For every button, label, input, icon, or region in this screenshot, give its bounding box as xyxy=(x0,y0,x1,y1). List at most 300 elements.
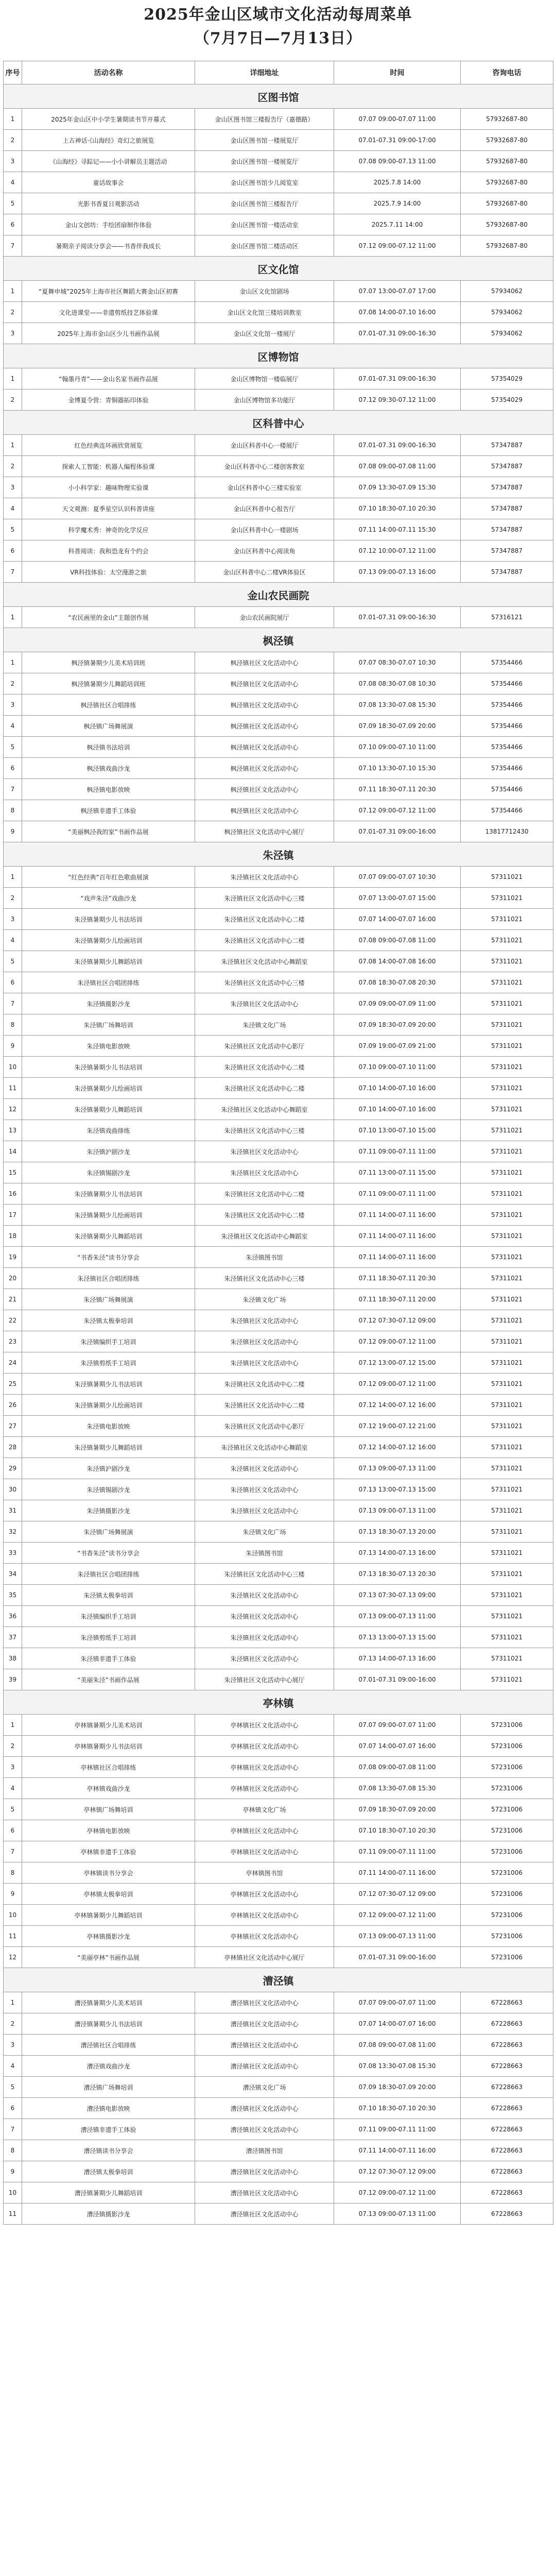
cell-activity-name: 朱泾镇社区合唱团排练 xyxy=(22,1564,195,1585)
cell-address: 金山区博物馆一楼临展厅 xyxy=(195,368,334,389)
cell-phone: 67228663 xyxy=(461,2013,553,2035)
cell-activity-name: 朱泾镇暑期少儿舞蹈培训 xyxy=(22,1226,195,1247)
cell-activity-name: 朱泾镇暑期少儿绘画培训 xyxy=(22,930,195,951)
cell-activity-name: 枫泾镇电影放映 xyxy=(22,779,195,800)
cell-activity-name: 枫泾镇暑期少儿美术培训班 xyxy=(22,652,195,673)
cell-time: 07.13 09:00-07.13 11:00 xyxy=(334,1500,461,1521)
cell-activity-name: 朱泾镇暑期少儿绘画培训 xyxy=(22,1395,195,1416)
cell-no: 7 xyxy=(4,779,22,800)
table-row xyxy=(4,1141,553,1162)
cell-no: 1 xyxy=(4,435,22,456)
cell-phone: 57311021 xyxy=(461,1226,553,1247)
table-row xyxy=(4,1352,553,1374)
cell-no: 28 xyxy=(4,1437,22,1458)
activity-table xyxy=(3,61,553,2225)
cell-activity-name: 枫泾镇社区合唱排练 xyxy=(22,694,195,716)
cell-address: 亭林镇社区文化活动中心 xyxy=(195,1905,334,1926)
cell-phone: 57311021 xyxy=(461,1521,553,1543)
table-row xyxy=(4,1374,553,1395)
cell-time: 07.11 09:00-07.11 11:00 xyxy=(334,1141,461,1162)
cell-phone: 57311021 xyxy=(461,1120,553,1141)
table-row xyxy=(4,281,553,302)
section-title: 朱泾镇 xyxy=(4,842,553,867)
cell-activity-name: 2025年金山区中小学生暑期读书节开幕式 xyxy=(22,109,195,130)
cell-phone: 57311021 xyxy=(461,1205,553,1226)
table-row xyxy=(4,1289,553,1310)
cell-address: 亭林镇社区文化活动中心 xyxy=(195,1841,334,1862)
page-title: 2025年金山区域市文化活动每周菜单 xyxy=(144,6,412,24)
table-row xyxy=(4,867,553,888)
cell-time: 07.09 18:30-07.09 20:00 xyxy=(334,1799,461,1820)
cell-time: 07.10 18:30-07.10 20:30 xyxy=(334,2098,461,2119)
cell-time: 07.12 09:00-07.12 11:00 xyxy=(334,235,461,257)
cell-no: 1 xyxy=(4,1992,22,2013)
cell-no: 2 xyxy=(4,389,22,411)
cell-time: 07.11 13:00-07.11 15:00 xyxy=(334,1162,461,1183)
cell-address: 朱泾镇社区文化活动中心三楼 xyxy=(195,1268,334,1289)
cell-no: 26 xyxy=(4,1395,22,1416)
cell-phone: 57311021 xyxy=(461,1057,553,1078)
cell-time: 07.08 09:00-07.08 11:00 xyxy=(334,930,461,951)
cell-time: 07.09 19:00-07.09 21:00 xyxy=(334,1036,461,1057)
cell-time: 07.07 14:00-07.07 16:00 xyxy=(334,2013,461,2035)
cell-no: 4 xyxy=(4,498,22,519)
table-body xyxy=(4,84,553,2225)
cell-address: 朱泾镇社区文化活动中心 xyxy=(195,1500,334,1521)
cell-time: 07.01-07.31 09:00-16:30 xyxy=(334,435,461,456)
cell-activity-name: 漕泾镇摄影沙龙 xyxy=(22,2204,195,2225)
cell-phone: 57311021 xyxy=(461,1627,553,1648)
cell-address: 朱泾镇社区文化活动中心舞蹈室 xyxy=(195,1226,334,1247)
table-row xyxy=(4,1458,553,1479)
cell-activity-name: 亭林镇戏曲沙龙 xyxy=(22,1778,195,1799)
cell-address: 朱泾镇社区文化活动中心舞蹈室 xyxy=(195,951,334,972)
cell-activity-name: 漕泾镇非遗手工体验 xyxy=(22,2119,195,2140)
cell-activity-name: 小小科学家：趣味物理实验课 xyxy=(22,477,195,498)
cell-address: 枫泾镇社区文化活动中心展厅 xyxy=(195,821,334,842)
cell-address: 朱泾镇社区文化活动中心二楼 xyxy=(195,909,334,930)
cell-time: 07.11 14:00-07.11 16:00 xyxy=(334,1862,461,1884)
cell-no: 7 xyxy=(4,1841,22,1862)
cell-no: 5 xyxy=(4,2077,22,2098)
cell-time: 07.10 14:00-07.10 16:00 xyxy=(334,1078,461,1099)
cell-phone: 57311021 xyxy=(461,1479,553,1500)
cell-address: 漕泾镇社区文化活动中心 xyxy=(195,2119,334,2140)
cell-no: 2 xyxy=(4,888,22,909)
cell-time: 07.11 18:30-07.11 20:00 xyxy=(334,1289,461,1310)
cell-activity-name: 朱泾镇沪剧沙龙 xyxy=(22,1458,195,1479)
title-block xyxy=(0,3,556,61)
section-title: 区博物馆 xyxy=(4,344,553,368)
table-row xyxy=(4,607,553,628)
cell-phone: 57311021 xyxy=(461,867,553,888)
cell-address: 金山区图书馆一楼展览厅 xyxy=(195,130,334,151)
table-row xyxy=(4,1183,553,1205)
cell-phone: 57311021 xyxy=(461,888,553,909)
cell-activity-name: 朱泾镇电影放映 xyxy=(22,1416,195,1437)
table-row xyxy=(4,1226,553,1247)
cell-activity-name: 朱泾镇太极拳培训 xyxy=(22,1585,195,1606)
table-row xyxy=(4,1992,553,2013)
cell-phone: 57231006 xyxy=(461,1715,553,1736)
cell-address: 朱泾镇社区文化活动中心二楼 xyxy=(195,1057,334,1078)
table-row xyxy=(4,1268,553,1289)
cell-phone: 67228663 xyxy=(461,2077,553,2098)
header-address: 详细地址 xyxy=(195,61,334,84)
cell-address: 漕泾镇社区文化活动中心 xyxy=(195,2161,334,2182)
cell-no: 21 xyxy=(4,1289,22,1310)
cell-time: 07.01-07.31 09:00-16:30 xyxy=(334,607,461,628)
table-row xyxy=(4,1669,553,1690)
table-row xyxy=(4,951,553,972)
cell-no: 25 xyxy=(4,1374,22,1395)
cell-no: 24 xyxy=(4,1352,22,1374)
cell-phone: 57231006 xyxy=(461,1820,553,1841)
cell-no: 27 xyxy=(4,1416,22,1437)
table-header-row xyxy=(4,61,553,84)
cell-time: 07.07 09:00-07.07 11:00 xyxy=(334,1715,461,1736)
cell-phone: 57311021 xyxy=(461,1162,553,1183)
cell-address: 朱泾镇社区文化活动中心 xyxy=(195,1141,334,1162)
cell-time: 07.12 09:00-07.12 11:00 xyxy=(334,1905,461,1926)
table-row xyxy=(4,1841,553,1862)
cell-phone: 67228663 xyxy=(461,2161,553,2182)
cell-no: 1 xyxy=(4,109,22,130)
cell-phone: 57311021 xyxy=(461,972,553,993)
cell-phone: 57311021 xyxy=(461,1564,553,1585)
cell-address: 朱泾镇社区文化活动中心三楼 xyxy=(195,972,334,993)
cell-no: 8 xyxy=(4,1014,22,1036)
table-row xyxy=(4,1205,553,1226)
header-no: 序号 xyxy=(4,61,22,84)
cell-time: 07.01-07.31 09:00-16:00 xyxy=(334,1669,461,1690)
cell-time: 07.11 09:00-07.11 11:00 xyxy=(334,1183,461,1205)
cell-time: 07.12 09:00-07.12 11:00 xyxy=(334,2182,461,2204)
cell-address: 朱泾镇社区文化活动中心二楼 xyxy=(195,1205,334,1226)
cell-time: 07.13 14:00-07.13 16:00 xyxy=(334,1543,461,1564)
cell-time: 07.12 07:30-07.12 09:00 xyxy=(334,1884,461,1905)
cell-activity-name: 朱泾镇暑期少儿舞蹈培训 xyxy=(22,1437,195,1458)
table-row xyxy=(4,109,553,130)
cell-time: 07.08 13:30-07.08 15:30 xyxy=(334,1778,461,1799)
cell-address: 朱泾镇社区文化活动中心舞蹈室 xyxy=(195,1437,334,1458)
cell-activity-name: 朱泾镇沪剧沙龙 xyxy=(22,1141,195,1162)
cell-address: 漕泾镇文化广场 xyxy=(195,2077,334,2098)
cell-address: 朱泾镇文化广场 xyxy=(195,1521,334,1543)
cell-address: 朱泾镇社区文化活动中心 xyxy=(195,1162,334,1183)
cell-address: 漕泾镇社区文化活动中心 xyxy=(195,2182,334,2204)
cell-phone: 57311021 xyxy=(461,1416,553,1437)
cell-no: 3 xyxy=(4,323,22,344)
section-row xyxy=(4,842,553,867)
cell-activity-name: 暑期亲子阅读分享会——书香伴我成长 xyxy=(22,235,195,257)
cell-phone: 57354466 xyxy=(461,779,553,800)
section-title: 区科普中心 xyxy=(4,411,553,435)
cell-time: 07.12 07:30-07.12 09:00 xyxy=(334,1310,461,1331)
cell-phone: 57311021 xyxy=(461,951,553,972)
cell-phone: 57311021 xyxy=(461,1247,553,1268)
cell-no: 7 xyxy=(4,235,22,257)
table-row xyxy=(4,435,553,456)
cell-time: 07.09 18:30-07.09 20:00 xyxy=(334,1014,461,1036)
cell-address: 金山区图书馆二楼活动区 xyxy=(195,235,334,257)
cell-time: 07.01-07.31 09:00-17:00 xyxy=(334,130,461,151)
cell-activity-name: 科普阅读：我和恐龙有个约会 xyxy=(22,540,195,562)
table-row xyxy=(4,930,553,951)
table-row xyxy=(4,1521,553,1543)
cell-address: 朱泾镇社区文化活动中心二楼 xyxy=(195,930,334,951)
table-row xyxy=(4,1057,553,1078)
table-row xyxy=(4,652,553,673)
section-title: 区图书馆 xyxy=(4,84,553,109)
section-row xyxy=(4,628,553,652)
cell-time: 07.13 14:00-07.13 16:00 xyxy=(334,1648,461,1669)
cell-phone: 67228663 xyxy=(461,2098,553,2119)
table-row xyxy=(4,1715,553,1736)
cell-activity-name: 文化进课堂——非遗剪纸技艺体验课 xyxy=(22,302,195,323)
cell-time: 07.13 09:00-07.13 11:00 xyxy=(334,1458,461,1479)
cell-activity-name: 朱泾镇广场舞展演 xyxy=(22,1521,195,1543)
cell-time: 07.11 14:00-07.11 16:00 xyxy=(334,1226,461,1247)
cell-time: 07.13 09:00-07.13 11:00 xyxy=(334,1926,461,1947)
cell-time: 07.01-07.31 09:00-16:00 xyxy=(334,821,461,842)
cell-address: 金山区科普中心二楼创客教室 xyxy=(195,456,334,477)
table-row xyxy=(4,800,553,821)
cell-activity-name: “书香朱泾”读书分享会 xyxy=(22,1543,195,1564)
table-row xyxy=(4,1014,553,1036)
cell-phone: 67228663 xyxy=(461,2056,553,2077)
cell-address: 金山区科普中心阅读角 xyxy=(195,540,334,562)
cell-time: 07.07 14:00-07.07 16:00 xyxy=(334,1736,461,1757)
table-row xyxy=(4,1648,553,1669)
cell-time: 07.08 18:30-07.08 20:30 xyxy=(334,972,461,993)
table-row xyxy=(4,972,553,993)
table-row xyxy=(4,540,553,562)
cell-address: 金山区文化馆剧场 xyxy=(195,281,334,302)
cell-no: 4 xyxy=(4,1778,22,1799)
cell-address: 漕泾镇社区文化活动中心 xyxy=(195,2098,334,2119)
cell-activity-name: “美丽枫泾我的家”书画作品展 xyxy=(22,821,195,842)
section-row xyxy=(4,84,553,109)
cell-phone: 57311021 xyxy=(461,1352,553,1374)
cell-no: 6 xyxy=(4,540,22,562)
cell-phone: 57347887 xyxy=(461,456,553,477)
table-row xyxy=(4,1310,553,1331)
cell-address: 金山区科普中心三楼实验室 xyxy=(195,477,334,498)
cell-time: 2025.7.9 14:00 xyxy=(334,193,461,214)
table-row xyxy=(4,779,553,800)
cell-phone: 57354466 xyxy=(461,673,553,694)
cell-phone: 57311021 xyxy=(461,1078,553,1099)
cell-time: 07.08 08:30-07.08 10:30 xyxy=(334,673,461,694)
table-row xyxy=(4,1036,553,1057)
cell-no: 1 xyxy=(4,1715,22,1736)
cell-no: 15 xyxy=(4,1162,22,1183)
cell-time: 07.13 09:00-07.13 16:00 xyxy=(334,562,461,583)
cell-phone: 57311021 xyxy=(461,1395,553,1416)
cell-address: 亭林镇社区文化活动中心 xyxy=(195,1926,334,1947)
cell-address: 朱泾镇社区文化活动中心 xyxy=(195,1606,334,1627)
cell-activity-name: 上古神话·《山海经》奇幻之旅展览 xyxy=(22,130,195,151)
cell-address: 枫泾镇社区文化活动中心 xyxy=(195,673,334,694)
cell-time: 07.10 18:30-07.10 20:30 xyxy=(334,1820,461,1841)
cell-activity-name: 朱泾镇锡剧沙龙 xyxy=(22,1479,195,1500)
cell-phone: 57311021 xyxy=(461,1648,553,1669)
cell-no: 12 xyxy=(4,1947,22,1968)
cell-phone: 57311021 xyxy=(461,1141,553,1162)
cell-activity-name: “夏舞申城”2025年上海市社区舞蹈大赛金山区初赛 xyxy=(22,281,195,302)
cell-activity-name: 朱泾镇剪纸手工培训 xyxy=(22,1352,195,1374)
cell-activity-name: 科学魔术秀：神奇的化学反应 xyxy=(22,519,195,540)
table-row xyxy=(4,2140,553,2161)
cell-address: 亭林镇文化广场 xyxy=(195,1799,334,1820)
cell-time: 07.07 09:00-07.07 10:30 xyxy=(334,867,461,888)
cell-activity-name: 朱泾镇摄影沙龙 xyxy=(22,1500,195,1521)
table-row xyxy=(4,1500,553,1521)
table-row xyxy=(4,1884,553,1905)
cell-no: 3 xyxy=(4,1757,22,1778)
cell-activity-name: 漕泾镇暑期少儿舞蹈培训 xyxy=(22,2182,195,2204)
page-footer xyxy=(0,2225,556,2245)
cell-activity-name: 朱泾镇社区合唱团排练 xyxy=(22,972,195,993)
cell-phone: 57354466 xyxy=(461,800,553,821)
cell-no: 16 xyxy=(4,1183,22,1205)
cell-phone: 57354466 xyxy=(461,652,553,673)
cell-no: 8 xyxy=(4,800,22,821)
cell-phone: 57231006 xyxy=(461,1757,553,1778)
cell-no: 10 xyxy=(4,2182,22,2204)
cell-time: 07.13 09:00-07.13 11:00 xyxy=(334,1606,461,1627)
cell-address: 亭林镇社区文化活动中心 xyxy=(195,1884,334,1905)
cell-activity-name: 漕泾镇社区合唱排练 xyxy=(22,2035,195,2056)
cell-phone: 57231006 xyxy=(461,1736,553,1757)
cell-activity-name: 亭林镇暑期少儿舞蹈培训 xyxy=(22,1905,195,1926)
cell-no: 4 xyxy=(4,716,22,737)
cell-phone: 57231006 xyxy=(461,1862,553,1884)
section-title: 漕泾镇 xyxy=(4,1968,553,1992)
cell-no: 2 xyxy=(4,130,22,151)
cell-no: 8 xyxy=(4,1862,22,1884)
table-row xyxy=(4,758,553,779)
table-row xyxy=(4,1564,553,1585)
cell-no: 1 xyxy=(4,607,22,628)
cell-time: 07.12 10:00-07.12 11:00 xyxy=(334,540,461,562)
section-row xyxy=(4,583,553,607)
cell-time: 07.09 13:30-07.09 15:30 xyxy=(334,477,461,498)
cell-activity-name: 漕泾镇读书分享会 xyxy=(22,2140,195,2161)
cell-phone: 57311021 xyxy=(461,1543,553,1564)
cell-activity-name: 天文观测：夏季星空认识科普讲座 xyxy=(22,498,195,519)
cell-time: 07.10 13:00-07.10 15:00 xyxy=(334,1120,461,1141)
cell-phone: 57932687-80 xyxy=(461,235,553,257)
cell-activity-name: 朱泾镇戏曲排练 xyxy=(22,1120,195,1141)
cell-time: 07.12 09:00-07.12 11:00 xyxy=(334,800,461,821)
cell-phone: 67228663 xyxy=(461,2119,553,2140)
cell-time: 07.01-07.31 09:00-16:30 xyxy=(334,368,461,389)
cell-no: 12 xyxy=(4,1099,22,1120)
cell-address: 朱泾镇社区文化活动中心 xyxy=(195,1479,334,1500)
cell-no: 29 xyxy=(4,1458,22,1479)
cell-activity-name: 亭林镇非遗手工体验 xyxy=(22,1841,195,1862)
cell-no: 39 xyxy=(4,1669,22,1690)
table-row xyxy=(4,1905,553,1926)
table-row xyxy=(4,1799,553,1820)
cell-activity-name: “农民画里的金山”主题创作展 xyxy=(22,607,195,628)
cell-activity-name: 朱泾镇暑期少儿绘画培训 xyxy=(22,1205,195,1226)
cell-time: 07.07 13:00-07.07 17:00 xyxy=(334,281,461,302)
cell-activity-name: 朱泾镇社区合唱团排练 xyxy=(22,1268,195,1289)
cell-address: 金山区图书馆一楼活动室 xyxy=(195,214,334,235)
cell-activity-name: 枫泾镇书法培训 xyxy=(22,737,195,758)
cell-no: 2 xyxy=(4,302,22,323)
cell-address: 朱泾镇社区文化活动中心 xyxy=(195,1310,334,1331)
cell-address: 亭林镇社区文化活动中心 xyxy=(195,1715,334,1736)
cell-no: 7 xyxy=(4,562,22,583)
table-row xyxy=(4,1627,553,1648)
cell-no: 2 xyxy=(4,456,22,477)
cell-time: 07.11 14:00-07.11 16:00 xyxy=(334,1247,461,1268)
cell-activity-name: 朱泾镇广场舞培训 xyxy=(22,1014,195,1036)
cell-phone: 57347887 xyxy=(461,562,553,583)
cell-address: 朱泾镇社区文化活动中心影厅 xyxy=(195,1416,334,1437)
cell-no: 1 xyxy=(4,867,22,888)
table-row xyxy=(4,1331,553,1352)
cell-phone: 57311021 xyxy=(461,993,553,1014)
cell-address: 金山农民画院展厅 xyxy=(195,607,334,628)
cell-address: 金山区博物馆多功能厅 xyxy=(195,389,334,411)
cell-address: 朱泾镇文化广场 xyxy=(195,1289,334,1310)
cell-activity-name: 朱泾镇电影放映 xyxy=(22,1036,195,1057)
cell-phone: 67228663 xyxy=(461,1992,553,2013)
cell-no: 7 xyxy=(4,2119,22,2140)
cell-phone: 57354029 xyxy=(461,389,553,411)
cell-address: 朱泾镇社区文化活动中心 xyxy=(195,1458,334,1479)
cell-address: 朱泾镇社区文化活动中心 xyxy=(195,1627,334,1648)
cell-address: 亭林镇社区文化活动中心展厅 xyxy=(195,1947,334,1968)
cell-no: 18 xyxy=(4,1226,22,1247)
cell-activity-name: 漕泾镇暑期少儿书法培训 xyxy=(22,2013,195,2035)
cell-no: 4 xyxy=(4,930,22,951)
section-row xyxy=(4,411,553,435)
cell-no: 3 xyxy=(4,2035,22,2056)
cell-phone: 57311021 xyxy=(461,1437,553,1458)
cell-activity-name: 朱泾镇摄影沙龙 xyxy=(22,993,195,1014)
cell-activity-name: 亭林镇暑期少儿书法培训 xyxy=(22,1736,195,1757)
cell-time: 07.10 09:00-07.10 11:00 xyxy=(334,1057,461,1078)
cell-address: 亭林镇图书馆 xyxy=(195,1862,334,1884)
table-row xyxy=(4,1926,553,1947)
cell-activity-name: 枫泾镇戏曲沙龙 xyxy=(22,758,195,779)
cell-no: 1 xyxy=(4,652,22,673)
cell-no: 36 xyxy=(4,1606,22,1627)
cell-address: 漕泾镇图书馆 xyxy=(195,2140,334,2161)
cell-address: 亭林镇社区文化活动中心 xyxy=(195,1757,334,1778)
cell-no: 9 xyxy=(4,1036,22,1057)
cell-time: 2025.7.11 14:00 xyxy=(334,214,461,235)
cell-phone: 67228663 xyxy=(461,2140,553,2161)
cell-no: 19 xyxy=(4,1247,22,1268)
table-row xyxy=(4,1247,553,1268)
cell-phone: 57354029 xyxy=(461,368,553,389)
cell-no: 37 xyxy=(4,1627,22,1648)
cell-phone: 57354466 xyxy=(461,737,553,758)
cell-activity-name: 朱泾镇锡剧沙龙 xyxy=(22,1162,195,1183)
cell-activity-name: 亭林镇广场舞培训 xyxy=(22,1799,195,1820)
cell-no: 5 xyxy=(4,737,22,758)
cell-activity-name: 亭林镇摄影沙龙 xyxy=(22,1926,195,1947)
cell-phone: 57231006 xyxy=(461,1905,553,1926)
cell-time: 07.08 09:00-07.08 11:00 xyxy=(334,456,461,477)
